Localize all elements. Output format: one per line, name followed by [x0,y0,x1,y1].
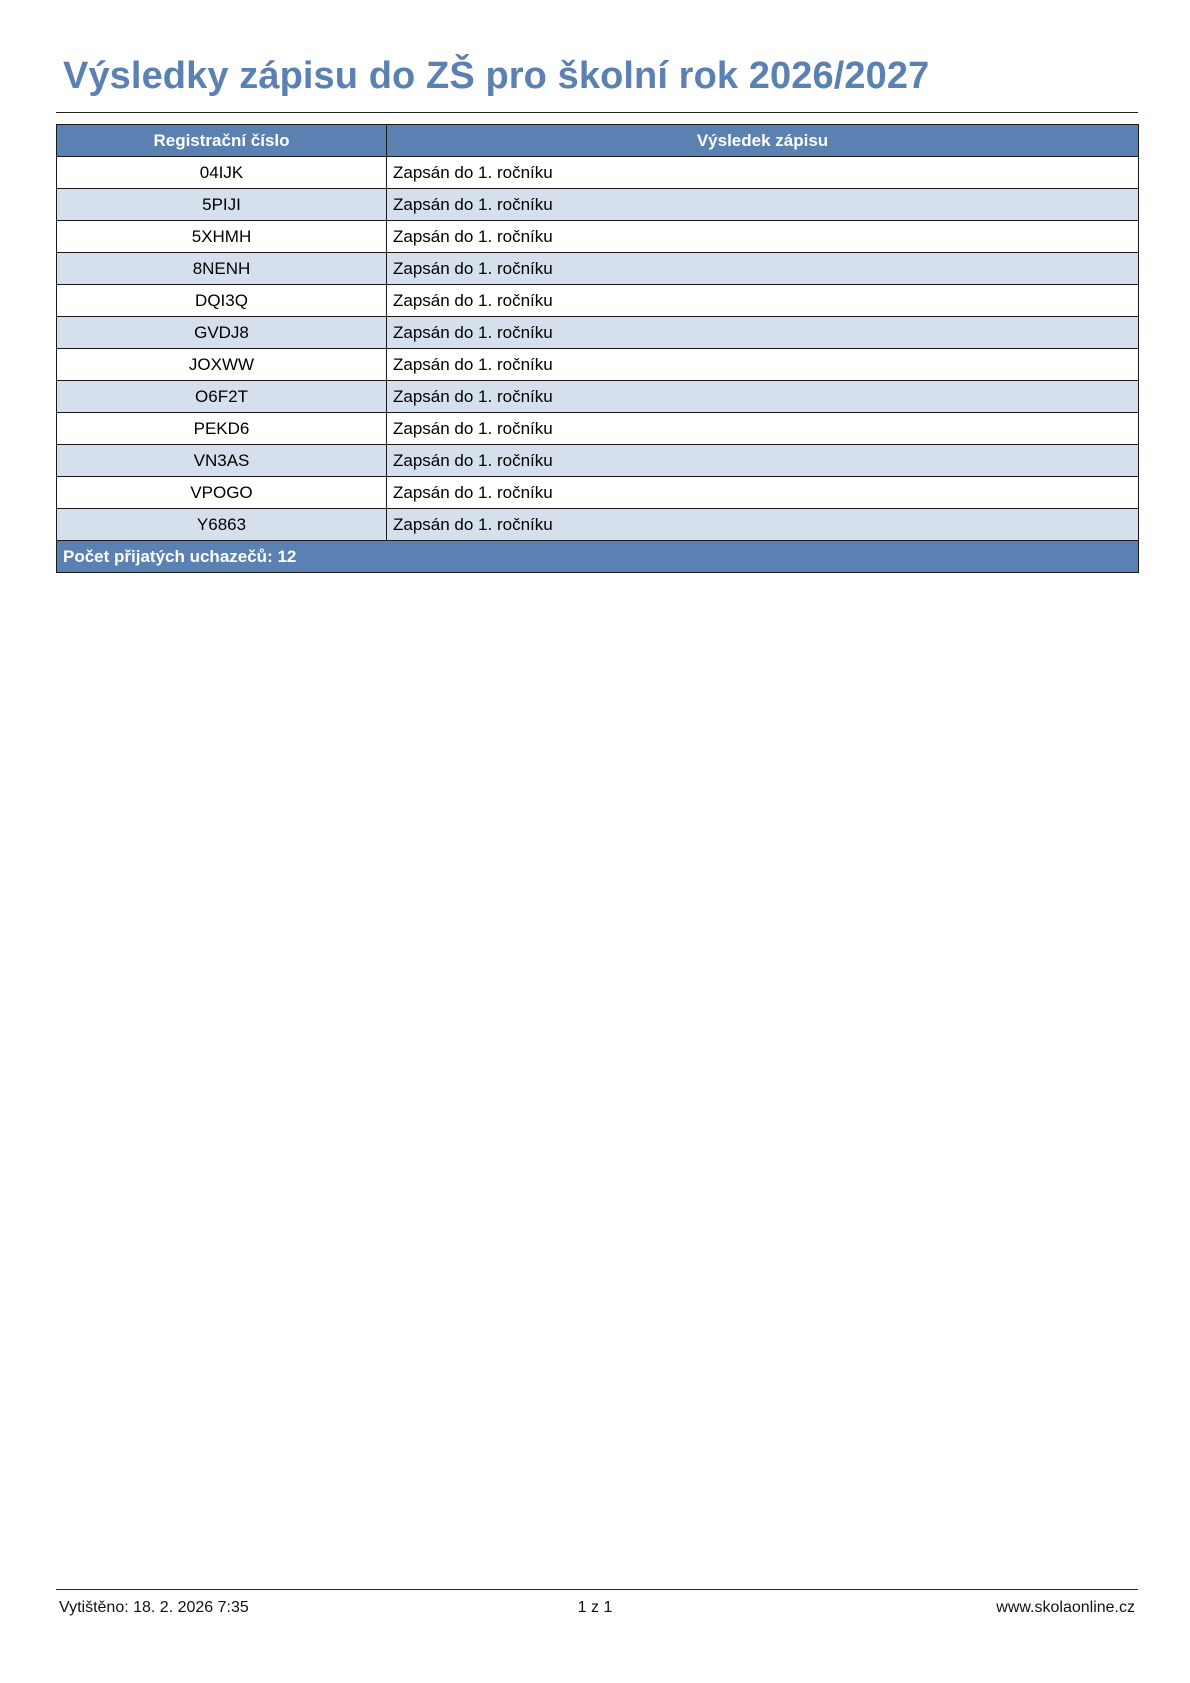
result-cell: Zapsán do 1. ročníku [387,381,1139,413]
result-cell: Zapsán do 1. ročníku [387,509,1139,541]
registration-number-cell: 5XHMH [57,221,387,253]
summary-row [57,541,1139,573]
result-cell: Zapsán do 1. ročníku [387,285,1139,317]
result-cell: Zapsán do 1. ročníku [387,317,1139,349]
registration-number-cell: Y6863 [57,509,387,541]
table-header-row [57,125,1139,157]
table-row [57,317,1139,349]
table-row [57,253,1139,285]
table-row [57,285,1139,317]
result-cell: Zapsán do 1. ročníku [387,189,1139,221]
result-cell: Zapsán do 1. ročníku [387,477,1139,509]
header-registration-number: Registrační číslo [57,125,387,157]
result-cell: Zapsán do 1. ročníku [387,221,1139,253]
results-table [56,124,1139,573]
result-cell: Zapsán do 1. ročníku [387,349,1139,381]
registration-number-cell: VN3AS [57,445,387,477]
table-row [57,349,1139,381]
registration-number-cell: GVDJ8 [57,317,387,349]
registration-number-cell: 5PIJI [57,189,387,221]
page-number: 1 z 1 [577,1599,613,1616]
result-cell: Zapsán do 1. ročníku [387,253,1139,285]
registration-number-cell: O6F2T [57,381,387,413]
table-row [57,445,1139,477]
table-row [57,413,1139,445]
table-row [57,381,1139,413]
result-cell: Zapsán do 1. ročníku [387,413,1139,445]
table-row [57,157,1139,189]
printed-timestamp: Vytištěno: 18. 2. 2026 7:35 [59,1599,249,1616]
page-title: Výsledky zápisu do ZŠ pro školní rok 2026/2027 [63,55,930,97]
accepted-count-summary: Počet přijatých uchazečů: 12 [57,541,1139,573]
registration-number-cell: PEKD6 [57,413,387,445]
registration-number-cell: 04IJK [57,157,387,189]
result-cell: Zapsán do 1. ročníku [387,445,1139,477]
table-row [57,477,1139,509]
registration-number-cell: JOXWW [57,349,387,381]
result-cell: Zapsán do 1. ročníku [387,157,1139,189]
registration-number-cell: 8NENH [57,253,387,285]
footer-divider [56,1589,1138,1590]
table-row [57,189,1139,221]
table-row [57,509,1139,541]
registration-number-cell: DQI3Q [57,285,387,317]
table-row [57,221,1139,253]
header-result: Výsledek zápisu [387,125,1139,157]
title-divider [56,112,1138,113]
website-link: www.skolaonline.cz [996,1599,1135,1616]
registration-number-cell: VPOGO [57,477,387,509]
